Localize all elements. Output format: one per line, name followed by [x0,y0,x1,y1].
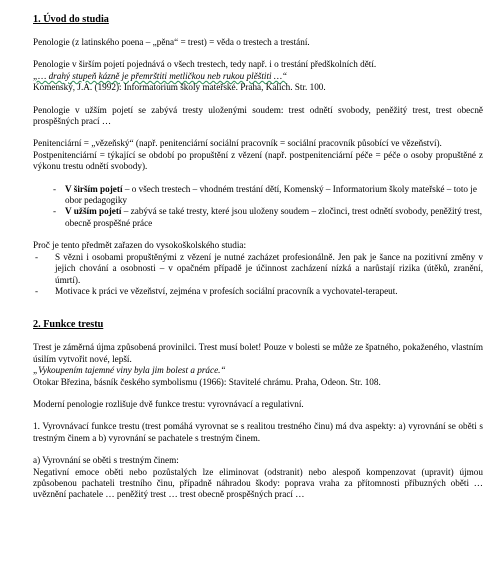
paragraph-narrow-sense: Penologie v užším pojetí se zabývá tresty uloženými soudem: trest odnětí svobody, peněžitý trest, trest obecně prospěšných prací … [33,104,483,127]
citation-brezina: Otokar Březina, básník českého symbolismu (1966): Stavitelé chrámu. Praha, Odeon. Str. 108. [33,376,381,387]
quote-komensky-text: „… drahý stupeň kázně je přemrštiti metličkou neb rukou plěštiti …“ [33,70,288,81]
section-heading-intro: 1. Úvod do studia [33,14,109,25]
paragraph-victim-title: a) Vyrovnání se oběti s trestným činem: [33,455,179,466]
paragraph-victim-text: Negativní emoce oběti nebo pozůstalých lze eliminovat (odstranit) nebo alespoň kompenzovat (upravit) újmou způsobenou pachateli trestního činu, případně náhradou škody: poprava vraha za přítomnosti příbuzných oběti … uvěznění pachatele … peněžitý trest … trest obecně prospěšných prací … [33,466,483,500]
bullet-list-senses [33,184,483,230]
paragraph-postpenitentiary: Postpenitenciární = týkající se období po propuštění z vězení (např. postpenitenciární péče = péče o osoby propuštěné z výkonu trestu odnětí svobody). [33,149,483,172]
bullet-term: V užším pojetí [65,206,122,217]
paragraph-penitentiary: Penitenciární = „vězeňský“ (např. penitenciární sociální pracovník = sociální pracovník působící ve vězeňství). [33,138,442,149]
citation-komensky: Komenský, J.A. (1992): Informatorium školy mateřské. Praha, Kalich. Str. 100. [33,82,326,93]
paragraph-why-intro: Proč je tento předmět zařazen do vysokoškolského studia: [33,240,247,251]
bullet-text: – o všech trestech – vhodném trestání dětí, Komenský – Informatorium školy mateřské – toto je obor pedagogiky [65,183,477,206]
paragraph-punishment-definition: Trest je záměrná újma způsobená provinilci. Trest musí bolet! Pouze v bolesti se může ze špatného, pokaženého, vlastním úsilím vytvořit nové, lepší. [33,342,483,364]
list-item: - Motivace k práci ve vězeňství, zejména v profesích sociální pracovník a vychovatel-terapeut. [33,286,483,297]
paragraph-two-functions: Moderní penologie rozlišuje dvě funkce trestu: vyrovnávací a regulativní. [33,398,304,409]
paragraph-penology-definition: Penologie (z latinského poena – „pěna“ = trest) = věda o trestech a trestání. [33,37,310,47]
list-item [53,206,483,229]
list-item: - S vězni i osobami propuštěnými z vězení je nutné zacházet profesionálně. Jen pak je šance na pozitivní změny v jejich chování a osobnosti – v opačném případě je účinnost zacházení nízká a narůstají rizika (útěků, zranění, úmrtí). [33,252,483,286]
paragraph-broad-sense: Penologie v širším pojetí pojednává o všech trestech, tedy např. i o trestání předškolních dětí. [33,59,377,70]
bullet-term: V širším pojetí [65,183,123,194]
bullet-text: – zabývá se také tresty, které jsou uloženy soudem – zločinci, trest odnětí svobody, peněžitý trest, obecně prospěšné práce [65,206,483,228]
quote-komensky [33,71,483,82]
quote-brezina: „Vykoupením tajemné viny byla jim bolest a práce.“ [33,365,226,376]
section-heading-functions: 2. Funkce trestu [33,319,104,331]
paragraph-compensating-function: 1. Vyrovnávací funkce trestu (trest pomáhá vyrovnat se s realitou trestného činu) má dva aspekty: a) vyrovnání se oběti s trestným činem a b) vyrovnání se pachatele s trestným činem. [33,421,483,443]
list-item [53,184,483,207]
bullet-list-why [33,252,483,298]
